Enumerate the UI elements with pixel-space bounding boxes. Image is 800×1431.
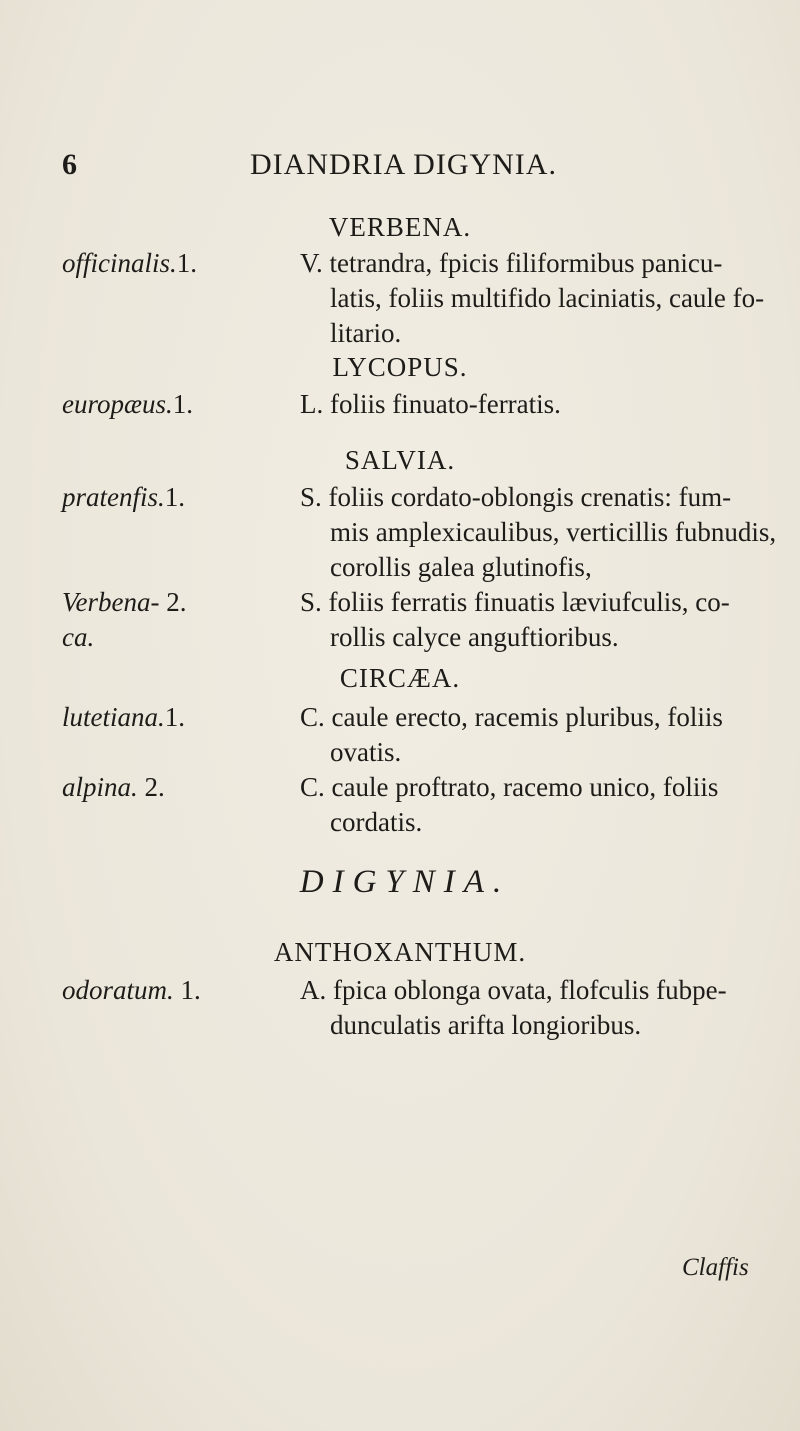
description-line: C. caule proftrato, racemo unico, foliis xyxy=(300,772,719,802)
description-line: dunculatis arifta longioribus. xyxy=(330,1010,642,1040)
description-line: S. foliis cordato-oblongis crenatis: fum- xyxy=(300,482,732,512)
species-name: alpina. 2. xyxy=(62,772,165,802)
description-line: V. tetrandra, fpicis filiformibus panicu- xyxy=(300,248,723,278)
description-line: ovatis. xyxy=(330,737,402,767)
description-line: latis, foliis multifido laciniatis, caule fo- xyxy=(330,283,765,313)
species-name: lutetiana.1. xyxy=(62,702,185,732)
description-line: S. foliis ferratis finuatis læviufculis, co- xyxy=(300,587,730,617)
species-name: Verbena- 2. xyxy=(62,587,187,617)
description-line: C. caule erecto, racemis pluribus, foliis xyxy=(300,702,723,732)
catchword: Claffis xyxy=(682,1254,749,1281)
genus-heading: ANTHOXANTHUM. xyxy=(273,937,527,967)
description-line: rollis calyce anguftioribus. xyxy=(330,622,619,652)
species-name: pratenfis.1. xyxy=(62,482,186,512)
description-line: corollis galea glutinofis, xyxy=(330,552,592,582)
genus-heading: LYCOPUS. xyxy=(332,352,468,382)
running-title: DIANDRIA DIGYNIA. xyxy=(250,148,557,181)
description-line: mis amplexicaulibus, verticillis fubnudis, xyxy=(330,517,777,547)
page-number: 6 xyxy=(62,148,78,181)
species-name: odoratum. 1. xyxy=(62,975,201,1005)
description-line: litario. xyxy=(330,318,402,348)
genus-heading: CIRCÆA. xyxy=(339,663,461,693)
species-name: europæus.1. xyxy=(62,389,194,419)
genus-heading: VERBENA. xyxy=(328,212,472,242)
species-name: officinalis.1. xyxy=(62,248,197,278)
genus-heading: SALVIA. xyxy=(344,445,456,475)
description-line: L. foliis finuato-ferratis. xyxy=(300,389,561,419)
description-line: A. fpica oblonga ovata, flofculis fubpe- xyxy=(300,975,727,1005)
page-header xyxy=(0,148,800,188)
section-heading: DIGYNIA. xyxy=(299,864,511,900)
description-line: cordatis. xyxy=(330,807,423,837)
species-name-continued: ca. xyxy=(62,622,95,652)
